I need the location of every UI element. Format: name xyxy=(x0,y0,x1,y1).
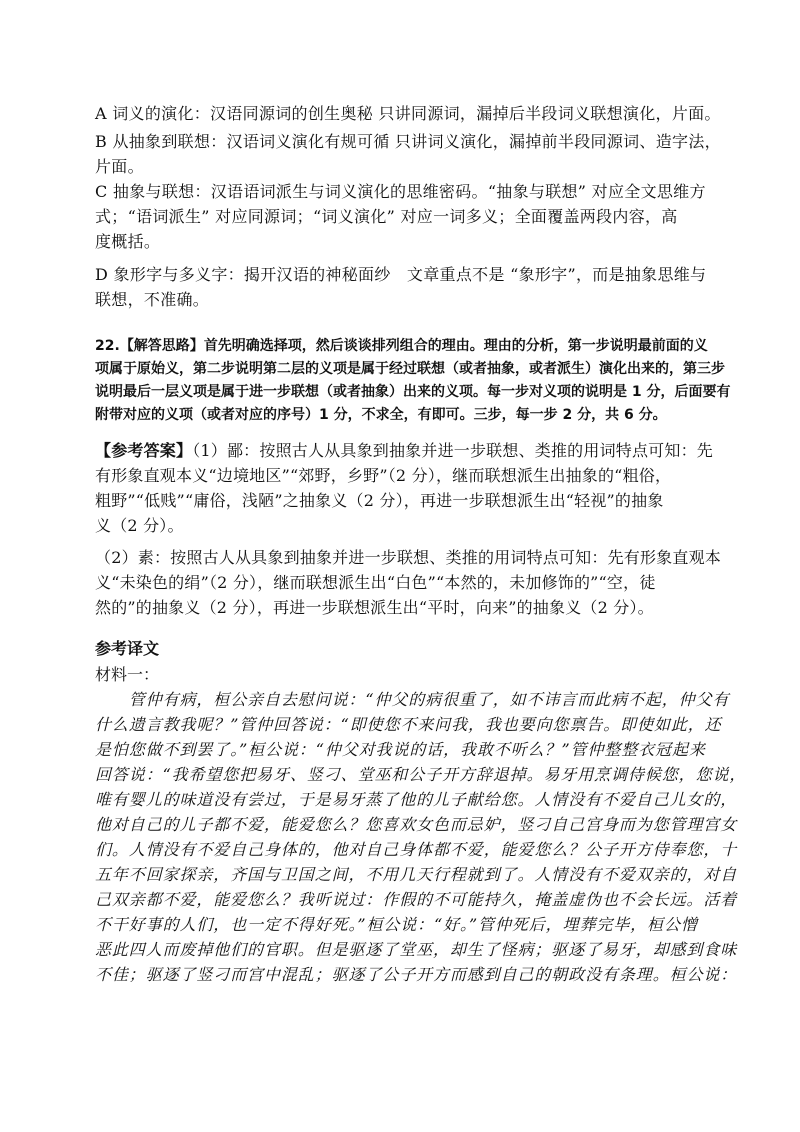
text-line: 们。人情没有不爱自己身体的，他对自己身体都不爱，能爱您么？公子开方侍奉您，十 xyxy=(95,840,738,859)
text-line: 粗野”“低贱”“庸俗，浅陋”之抽象义（2 分），再进一步联想派生出“轻视”的抽象 xyxy=(95,491,664,510)
question-number: 22. xyxy=(95,338,120,354)
option-a xyxy=(95,101,721,126)
text-line: B 从抽象到联想：汉语词义演化有规可循 只讲词义演化，漏掉前半段同源词、造字法， xyxy=(95,132,721,151)
option-b xyxy=(95,129,721,179)
solution-text: 首先明确选择项，然后谈谈排列组合的理由。理由的分析，第一步说明最前面的义 xyxy=(203,338,708,354)
text-line: 回答说：“我希望您把易牙、竖刁、堂巫和公子开方辞退掉。易牙用烹调侍候您，您说， xyxy=(95,765,747,784)
text-line: C 抽象与联想：汉语语词派生与词义演化的思维密码。“抽象与联想” 对应全文思维方 xyxy=(95,182,706,201)
text-line: 义（2 分）。 xyxy=(95,516,184,535)
text-line: 义“未染色的绢”（2 分），继而联想派生出“白色”“本然的，未加修饰的”“空，徒 xyxy=(95,573,656,592)
text-line: 唯有婴儿的味道没有尝过，于是易牙蒸了他的儿子献给您。人情没有不爱自己儿女的， xyxy=(95,790,738,809)
text-line: 附带对应的义项（或者对应的序号）1 分，不求全，有即可。三步，每一步 2 分，共 6 分。 xyxy=(95,407,667,423)
solution-tag: 【解答思路】 xyxy=(119,338,204,354)
text-line: A 词义的演化：汉语同源词的创生奥秘 只讲同源词，漏掉后半段词义联想演化，片面。 xyxy=(95,104,721,123)
text-line: 度概括。 xyxy=(95,232,161,251)
reference-answer xyxy=(95,438,713,538)
text-line: 【参考答案】（1）鄙：按照古人从具象到抽象并进一步联想、类推的用词特点可知：先 xyxy=(95,441,713,460)
text-line: 项属于原始义，第二步说明第二层的义项是属于经过联想（或者抽象，或者派生）演化出来的，第三步 xyxy=(95,361,725,377)
text-line: （2）素：按照古人从具象到抽象并进一步联想、类推的用词特点可知：先有形象直观本 xyxy=(95,548,721,567)
text-line: D 象形字与多义字：揭开汉语的神秘面纱 文章重点不是 “象形字”，而是抽象思维与 xyxy=(95,265,707,284)
answer-tag: 【参考答案】 xyxy=(95,441,193,460)
translation-body xyxy=(95,687,747,987)
option-c xyxy=(95,179,710,254)
text-line: 管仲有病，桓公亲自去慰问说：“仲父的病很重了，如不讳言而此病不起，仲父有 xyxy=(95,690,730,709)
option-d xyxy=(95,262,710,312)
text-line: 什么遗言教我呢？”管仲回答说：“即使您不来问我，我也要向您禀告。即使如此，还 xyxy=(95,715,722,734)
material-label: 材料一： xyxy=(95,665,160,684)
text-line: 不干好事的人们，也一定不得好死。”桓公说：“好。”管仲死后，埋葬完毕，桓公憎 xyxy=(95,915,698,934)
text-line: 恶此四人而废掉他们的官职。但是驱逐了堂巫，却生了怪病；驱逐了易牙，却感到食味 xyxy=(95,940,738,959)
text-line: 片面。 xyxy=(95,157,144,176)
text-line: 然的”的抽象义（2 分），再进一步联想派生出“平时，向来”的抽象义（2 分）。 xyxy=(95,598,654,617)
text-line xyxy=(95,335,710,358)
q22-solution xyxy=(95,335,731,427)
text-line: 式；“语词派生” 对应同源词；“词义演化” 对应一词多义；全面覆盖两段内容，高 xyxy=(95,207,678,226)
text-line: 是怕您做不到罢了。”桓公说：“仲父对我说的话，我敢不听么？”管仲整整衣冠起来 xyxy=(95,740,706,759)
text-line: 己双亲都不爱，能爱您么？我听说过：作假的不可能持久，掩盖虚伪也不会长远。活着 xyxy=(95,890,738,909)
section-heading: 参考译文 xyxy=(95,639,160,658)
reference-answer-part-2 xyxy=(95,545,721,620)
text-line: 联想，不准确。 xyxy=(95,290,210,309)
text-line: 说明最后一层义项是属于进一步联想（或者抽象）出来的义项。每一步对义项的说明是 1 分，后面要有 xyxy=(95,384,731,400)
text-line: 他对自己的儿子都不爱，能爱您么？您喜欢女色而忌妒，竖刁自己宫身而为您管理宫女 xyxy=(95,815,738,834)
text-line: 五年不回家探亲，齐国与卫国之间，不用几天行程就到了。人情没有不爱双亲的，对自 xyxy=(95,865,738,884)
text-line: 有形象直观本义“边境地区”“郊野，乡野”（2 分），继而联想派生出抽象的“粗俗， xyxy=(95,466,672,485)
text-line: 不佳；驱逐了竖刁而宫中混乱；驱逐了公子开方而感到自己的朝政没有条理。桓公说： xyxy=(95,965,738,984)
